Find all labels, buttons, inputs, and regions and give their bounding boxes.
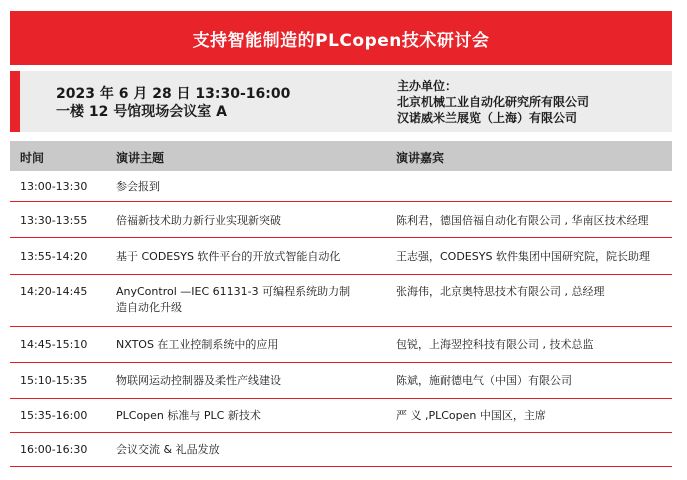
row-speaker: 严 义 ,PLCopen 中国区，主席 [396, 409, 546, 422]
organizer-label: 主办单位： [397, 79, 458, 93]
row-topic: 倍福新技术助力新行业实现新突破 [116, 214, 281, 227]
row-speaker: 王志强，CODESYS 软件集团中国研究院，院长助理 [396, 250, 650, 263]
row-topic: PLCopen 标准与 PLC 新技术 [116, 409, 261, 422]
row-time: 13:55-14:20 [20, 250, 88, 263]
row-speaker: 张海伟，北京奥特思技术有限公司 , 总经理 [396, 285, 605, 298]
table-row [10, 327, 672, 363]
row-topic: 物联网运动控制器及柔性产线建设 [116, 374, 281, 387]
row-time: 13:30-13:55 [20, 214, 88, 227]
event-title: 支持智能制造的PLCopen技术研讨会 [192, 30, 490, 51]
row-speaker: 陈利君，德国倍福自动化有限公司 , 华南区技术经理 [396, 214, 649, 227]
event-datetime-venue [56, 85, 290, 121]
table-row [10, 433, 672, 467]
row-topic: 会议交流 & 礼品发放 [116, 443, 220, 456]
row-time: 15:10-15:35 [20, 374, 88, 387]
event-datetime: 2023 年 6 月 28 日 13:30-16:00 [56, 86, 291, 102]
row-time: 15:35-16:00 [20, 409, 88, 422]
organizers-block [397, 78, 589, 126]
row-speaker: 包锐，上海翌控科技有限公司 , 技术总监 [396, 338, 594, 351]
schedule-table-header [10, 141, 672, 171]
header-topic: 演讲主题 [116, 151, 165, 165]
row-time: 14:20-14:45 [20, 285, 88, 298]
row-topic: AnyControl —IEC 61131-3 可编程系统助力制造自动化升级 [116, 285, 351, 314]
row-time: 13:00-13:30 [20, 180, 88, 193]
table-row [10, 399, 672, 433]
row-time: 14:45-15:10 [20, 338, 88, 351]
row-topic: 基于 CODESYS 软件平台的开放式智能自动化 [116, 250, 341, 263]
row-topic: 参会报到 [116, 180, 160, 193]
row-speaker: 陈斌，施耐德电气（中国）有限公司 [396, 374, 572, 387]
table-row [10, 238, 672, 275]
organizer-item: 汉诺威米兰展览（上海）有限公司 [397, 111, 578, 125]
event-info-box [10, 71, 672, 132]
row-topic: NXTOS 在工业控制系统中的应用 [116, 338, 279, 351]
header-speaker: 演讲嘉宾 [396, 151, 445, 165]
header-time: 时间 [20, 151, 45, 165]
table-row [10, 275, 672, 327]
row-time: 16:00-16:30 [20, 443, 88, 456]
info-accent-bar [10, 71, 20, 132]
table-row [10, 171, 672, 202]
event-title-banner [10, 11, 672, 65]
table-row [10, 363, 672, 399]
event-venue: 一楼 12 号馆现场会议室 A [56, 104, 227, 120]
organizer-item: 北京机械工业自动化研究所有限公司 [397, 95, 590, 109]
table-row [10, 202, 672, 238]
